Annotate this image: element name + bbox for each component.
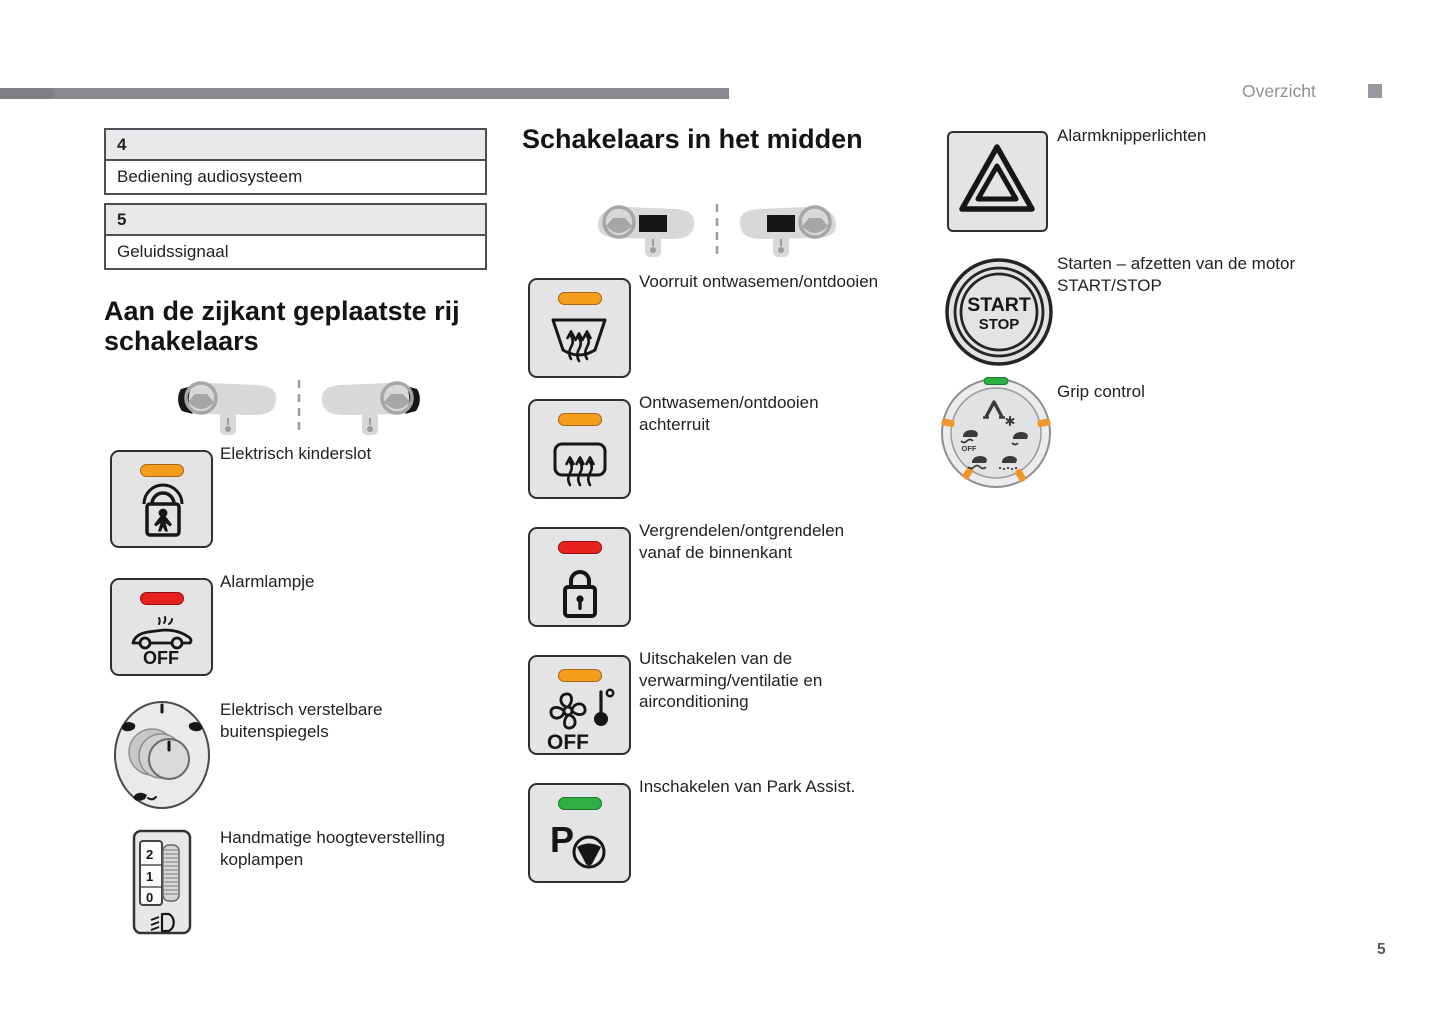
child-lock-icon: [135, 480, 191, 542]
item-label: [1057, 381, 1145, 403]
indicator-lamp: [558, 541, 602, 554]
label-line: Vergrendelen/ontgrendelen: [639, 521, 845, 540]
label-line: vanaf de binnenkant: [639, 542, 793, 562]
indicator-lamp: [140, 592, 184, 605]
door-lock-icon: [554, 562, 606, 620]
grip-control-dial-icon: [940, 377, 1052, 489]
start-stop-button-icon: [944, 257, 1054, 367]
indicator-lamp: [558, 292, 602, 305]
legend-value: Bediening audiosysteem: [117, 167, 303, 186]
central-locking-button-illustration: [528, 527, 631, 627]
label-line: START/STOP: [1057, 275, 1162, 295]
middle-section-heading: Schakelaars in het midden: [522, 124, 863, 154]
legend-item-5: [104, 203, 487, 270]
indicator-lamp: [140, 464, 184, 477]
indicator-lamp: [558, 413, 602, 426]
item-label: [639, 520, 844, 563]
indicator-lamp: [558, 797, 602, 810]
item-label: [639, 392, 819, 435]
page-number: 5: [1377, 941, 1386, 958]
grip-off-text: OFF: [961, 444, 977, 453]
label-line: Voorruit ontwasemen/ontdooien: [639, 272, 879, 291]
wheel-number: 2: [146, 847, 154, 862]
legend-item-4: [104, 128, 487, 195]
legend-value: Geluidssignaal: [117, 242, 229, 261]
legend-key: 4: [106, 130, 485, 161]
section-marker-square: [1368, 84, 1382, 98]
windshield-defrost-button-illustration: [528, 278, 631, 378]
legend-key: 5: [106, 205, 485, 236]
label-line: Grip control: [1057, 382, 1145, 401]
label-line: achterruit: [639, 414, 710, 434]
label-line: Ontwasemen/ontdooien: [639, 393, 819, 412]
label-line: Elektrisch kinderslot: [220, 444, 372, 463]
label-line: Handmatige hoogteverstelling: [220, 828, 445, 847]
rear-defrost-button-illustration: [528, 399, 631, 499]
park-assist-icon: [548, 816, 614, 874]
label-line: Alarmknipperlichten: [1057, 126, 1207, 145]
hazard-button-illustration: [947, 131, 1048, 232]
park-assist-button-illustration: [528, 783, 631, 883]
indicator-lamp: [558, 669, 602, 682]
alarm-button-illustration: [110, 578, 213, 676]
item-label: [1057, 253, 1295, 296]
item-label: [1057, 125, 1206, 147]
hvac-off-button-illustration: [528, 655, 631, 755]
item-label: [220, 827, 445, 870]
label-line: Starten – afzetten van de motor: [1057, 254, 1296, 273]
section-label: Overzicht: [1242, 81, 1316, 101]
wheel-number: 0: [146, 890, 154, 905]
off-text: OFF: [547, 731, 589, 752]
rear-defrost-icon: [550, 435, 610, 491]
start-text: START: [967, 294, 1031, 316]
header-rule: [0, 88, 729, 99]
label-line: koplampen: [220, 849, 304, 869]
label-line: Elektrisch verstelbare: [220, 700, 383, 719]
item-label: [639, 648, 822, 713]
left-section-heading: [104, 296, 460, 356]
label-line: verwarming/ventilatie en: [639, 670, 823, 690]
wheel-number: 1: [146, 869, 154, 884]
dashboard-centre-switch-diagram: [593, 198, 841, 262]
label-line: Uitschakelen van de: [639, 649, 793, 668]
heading-line: Aan de zijkant geplaatste rij: [104, 296, 460, 326]
alarm-car-icon: [126, 612, 198, 668]
heading-line: schakelaars: [104, 326, 259, 356]
label-line: Alarmlampje: [220, 572, 315, 591]
item-label: [220, 699, 383, 742]
item-label: [639, 271, 878, 293]
stop-text: STOP: [978, 316, 1020, 333]
park-p-text: P: [550, 819, 575, 860]
item-label: [639, 776, 855, 798]
label-line: Inschakelen van Park Assist.: [639, 777, 856, 796]
hvac-off-icon: [542, 686, 620, 752]
item-label: [220, 571, 314, 593]
child-lock-button-illustration: [110, 450, 213, 548]
label-line: buitenspiegels: [220, 721, 329, 741]
hazard-triangle-icon: [949, 133, 1045, 229]
off-text: OFF: [143, 648, 179, 668]
headlamp-leveling-icon: [132, 829, 192, 935]
dashboard-side-switch-diagram: [175, 374, 423, 438]
windshield-defrost-icon: [547, 313, 611, 371]
mirror-adjust-knob-icon: [112, 698, 212, 810]
label-line: airconditioning: [639, 692, 749, 711]
item-label: [220, 443, 371, 465]
